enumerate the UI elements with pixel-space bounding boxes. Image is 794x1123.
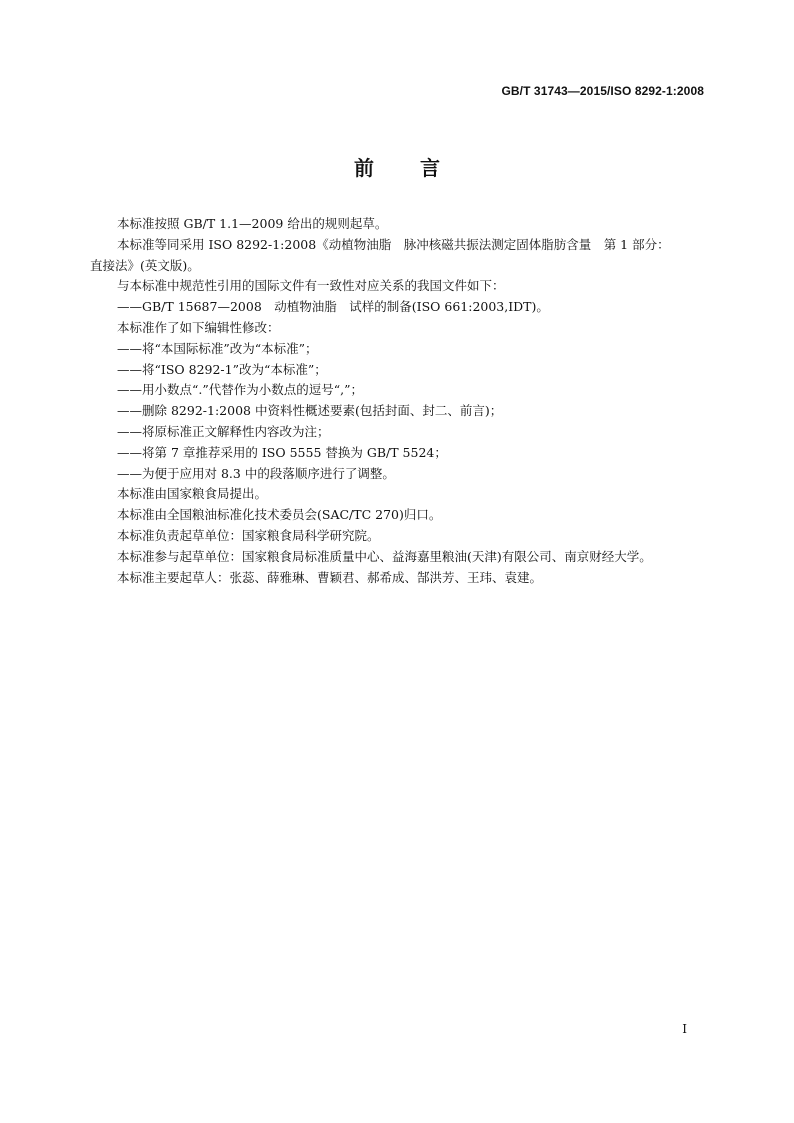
list-item-change-5: ——将原标准正文解释性内容改为注； bbox=[117, 423, 330, 439]
standard-code-header: GB/T 31743—2015/ISO 8292-1:2008 bbox=[501, 84, 704, 98]
list-item-change-2: ——将“ISO 8292-1”改为“本标准”； bbox=[117, 361, 327, 377]
paragraph-main-drafters: 本标准主要起草人：张蕊、薛雅琳、曹颖君、郝希成、郜洪芳、王玮、袁建。 bbox=[117, 569, 543, 585]
list-item-change-4: ——删除 8292-1:2008 中资料性概述要素(包括封面、封二、前言)； bbox=[117, 403, 503, 419]
paragraph-corresponding-documents: 与本标准中规范性引用的国际文件有一致性对应关系的我国文件如下： bbox=[117, 278, 505, 294]
foreword-body bbox=[90, 214, 706, 588]
paragraph-participating-drafters: 本标准参与起草单位：国家粮食局标准质量中心、益海嘉里粮油(天津)有限公司、南京财经大学。 bbox=[117, 548, 652, 564]
list-item-change-1: ——将“本国际标准”改为“本标准”； bbox=[117, 340, 318, 356]
paragraph-editorial-changes: 本标准作了如下编辑性修改： bbox=[117, 319, 280, 335]
paragraph-responsible-drafter: 本标准负责起草单位：国家粮食局科学研究院。 bbox=[117, 527, 380, 543]
page-number: I bbox=[682, 1022, 687, 1036]
title-char-2: 言 bbox=[420, 156, 440, 180]
title-char-1: 前 bbox=[354, 156, 374, 180]
list-item-change-6: ——将第 7 章推荐采用的 ISO 5555 替换为 GB/T 5524； bbox=[117, 444, 447, 460]
list-item-change-7: ——为便于应用对 8.3 中的段落顺序进行了调整。 bbox=[117, 465, 395, 481]
paragraph-adoption: 本标准等同采用 ISO 8292-1:2008《动植物油脂 脉冲核磁共振法测定固体脂肪含量 第 1 部分： bbox=[117, 236, 670, 252]
paragraph-proposed-by: 本标准由国家粮食局提出。 bbox=[117, 486, 268, 502]
paragraph-centralized-by: 本标准由全国粮油标准化技术委员会(SAC/TC 270)归口。 bbox=[117, 507, 442, 523]
list-item-reference-document: ——GB/T 15687—2008 动植物油脂 试样的制备(ISO 661:2003,IDT)。 bbox=[117, 299, 549, 315]
page-title bbox=[0, 152, 794, 181]
list-item-change-3: ——用小数点“.”代替作为小数点的逗号“,”； bbox=[117, 382, 364, 398]
paragraph-adoption-continued: 直接法》(英文版)。 bbox=[90, 257, 200, 273]
paragraph-drafting-rules: 本标准按照 GB/T 1.1—2009 给出的规则起草。 bbox=[117, 216, 388, 231]
